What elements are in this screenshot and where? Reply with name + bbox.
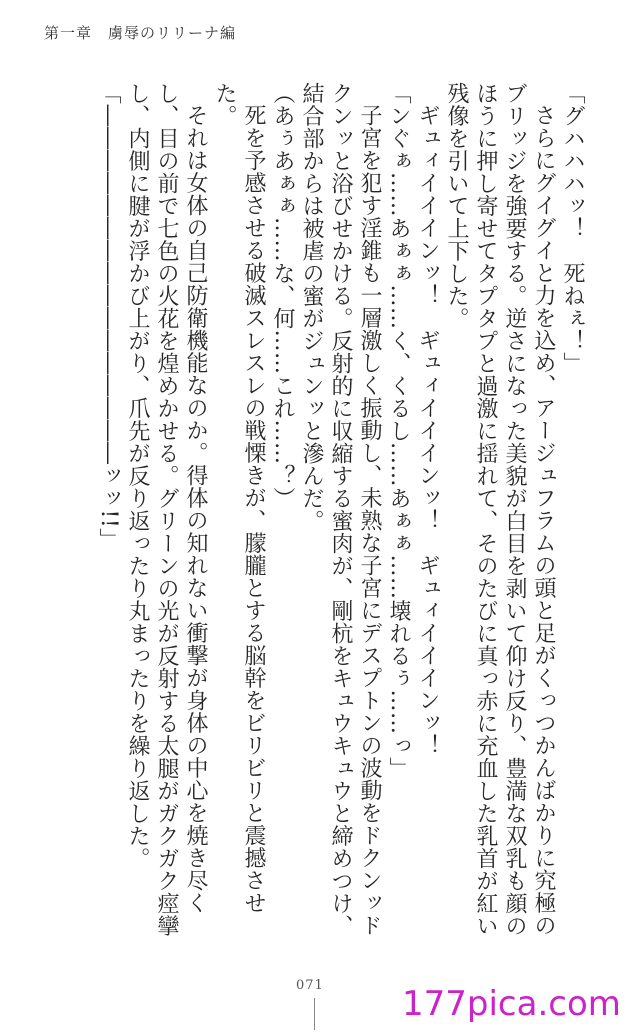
paragraph-7: 死を予感させる破滅スレスレの戦慄きが、朦朧とする脳幹をビリビリと震撼させた。 bbox=[212, 82, 266, 914]
watermark-logo[interactable]: 177pica.com bbox=[402, 984, 621, 1024]
paragraph-9: 「――――――――――――――――ッッ!!」 bbox=[96, 82, 121, 551]
paragraph-1: 「グハハハッ！ 死ねぇ！」 bbox=[560, 82, 585, 375]
body-text bbox=[67, 82, 587, 950]
running-head: 第一章 虜辱のリリーナ編 bbox=[44, 24, 237, 42]
page-number: 071 bbox=[296, 978, 324, 993]
paragraph-2: さらにグイグイと力を込め、アージュフラムの頭と足がくっつかんばかりに究極のブリッジを強要する。逆さになった美貌が白目を剥いて仰け反り、豊満な双乳も顔のほうに押し寄せてタプタプと過激に揺れて、そのたびに真っ赤に充血した乳首が紅い残像を引いて上下した。 bbox=[444, 82, 556, 937]
paragraph-5: 子宮を犯す淫錐も一層激しく振動し、未熟な子宮にデスプトンの波動をドクンッドクンッと浴びせかける。反射的に収縮する蜜肉が、剛杭をキュウキュウと締めつけ、結合部からは被虐の蜜がジュンッと滲んだ。 bbox=[299, 82, 382, 937]
paragraph-4: 「ンぐぁ……あぁぁ……く、くるし……あぁぁ……壊れるぅ……っ」 bbox=[386, 82, 411, 780]
paragraph-3: ギュィイイインッ！ ギュィイイインッ！ ギュィイイインッ！ bbox=[415, 104, 440, 757]
page-number-rule bbox=[314, 998, 315, 1030]
paragraph-8: それは女体の自己防衛機能なのか。得体の知れない衝撃が身体の中心を焼き尽くし、目の前で七色の火花を煌めかせる。グリーンの光が反射する太腿がガクガク痙攣し、内側に腱が浮かび上がり、爪先が反り返ったり丸まったりを繰り返した。 bbox=[125, 82, 208, 937]
paragraph-6: （あぅあぁぁ……な、何……これ……？） bbox=[270, 82, 295, 510]
